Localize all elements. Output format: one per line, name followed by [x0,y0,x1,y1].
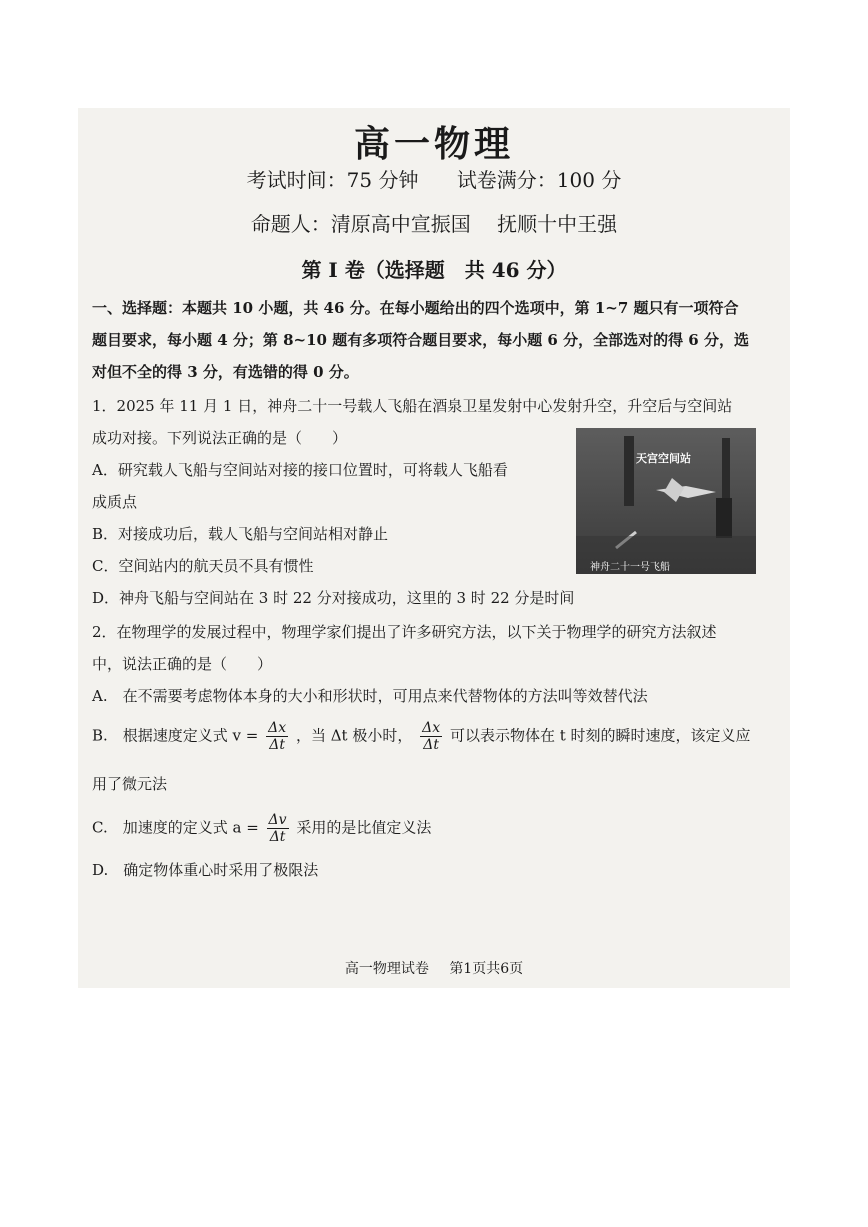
q2-option-c-pre: C. 加速度的定义式 a = [92,818,259,837]
exam-authors [0,208,868,237]
q1-option-b: B．对接成功后，载人飞船与空间站相对静止 [92,525,389,543]
exam-score: 试卷满分：100 分 [456,168,622,192]
q1-option-a-cont: 成质点 [92,493,138,511]
photo-label-station: 天宫空间站 [636,452,691,465]
exam-meta [0,164,868,193]
velocity-fraction-2: $\frac{\Delta x}{\Delta t}$ [422,720,441,753]
q2-option-b-cont: 用了微元法 [92,775,168,793]
q1-option-c: C．空间站内的航天员不具有惯性 [92,557,314,575]
q2-option-a: A. 在不需要考虑物体本身的大小和形状时，可用点来代替物体的方法叫等效替代法 [92,687,648,705]
section-line-3: 对但不全的得 3 分，有选错的得 0 分。 [92,363,359,381]
q1-stem-1: 1．2025 年 11 月 1 日，神舟二十一号载人飞船在酒泉卫星发射中心发射升空，升空后与空间站 [92,397,733,415]
footer-page: 第1页共6页 [449,961,524,977]
exam-time: 考试时间：75 分钟 [246,168,419,192]
q2-option-c [92,812,431,845]
q2-option-c-post: 采用的是比值定义法 [296,818,432,837]
section-line-2: 题目要求，每小题 4 分；第 8~10 题有多项符合题目要求，每小题 6 分，全部选对的得 6 分，选 [92,331,749,349]
velocity-fraction: $\frac{\Delta x}{\Delta t}$ [268,720,287,753]
q2-option-d: D. 确定物体重心时采用了极限法 [92,861,319,879]
q2-stem-2: 中，说法正确的是（ ） [92,655,273,673]
section-line-1: 一、选择题：本题共 10 小题，共 46 分。在每小题给出的四个选项中，第 1~7 题只有一项符合 [92,299,739,317]
author-2: 抚顺十中王强 [497,212,618,236]
exam-title: 高一物理 [353,124,514,165]
q2-option-b [92,720,751,753]
q2-option-b-mid: ，当 Δt 极小时， [295,726,413,745]
photo-label-ship: 神舟二十一号飞船 [590,562,670,573]
acceleration-fraction: $\frac{\Delta v}{\Delta t}$ [268,812,287,845]
author-1: 命题人：清原高中宣振国 [250,212,471,236]
q2-stem-1: 2．在物理学的发展过程中，物理学家们提出了许多研究方法，以下关于物理学的研究方法叙述 [92,623,717,641]
footer-title: 高一物理试卷 [344,961,429,977]
q1-option-a: A．研究载人飞船与空间站对接的接口位置时，可将载人飞船看 [92,461,508,479]
part-heading: 第 I 卷（选择题 共 46 分） [301,258,567,282]
q1-option-d: D．神舟飞船与空间站在 3 时 22 分对接成功，这里的 3 时 22 分是时间 [92,589,575,607]
page-footer [0,958,868,978]
spacecraft-photo [576,428,756,574]
q2-option-b-post: 可以表示物体在 t 时刻的瞬时速度，该定义应 [449,726,751,745]
q1-stem-2: 成功对接。下列说法正确的是（ ） [92,429,348,447]
q2-option-b-pre: B. 根据速度定义式 v = [92,726,259,745]
